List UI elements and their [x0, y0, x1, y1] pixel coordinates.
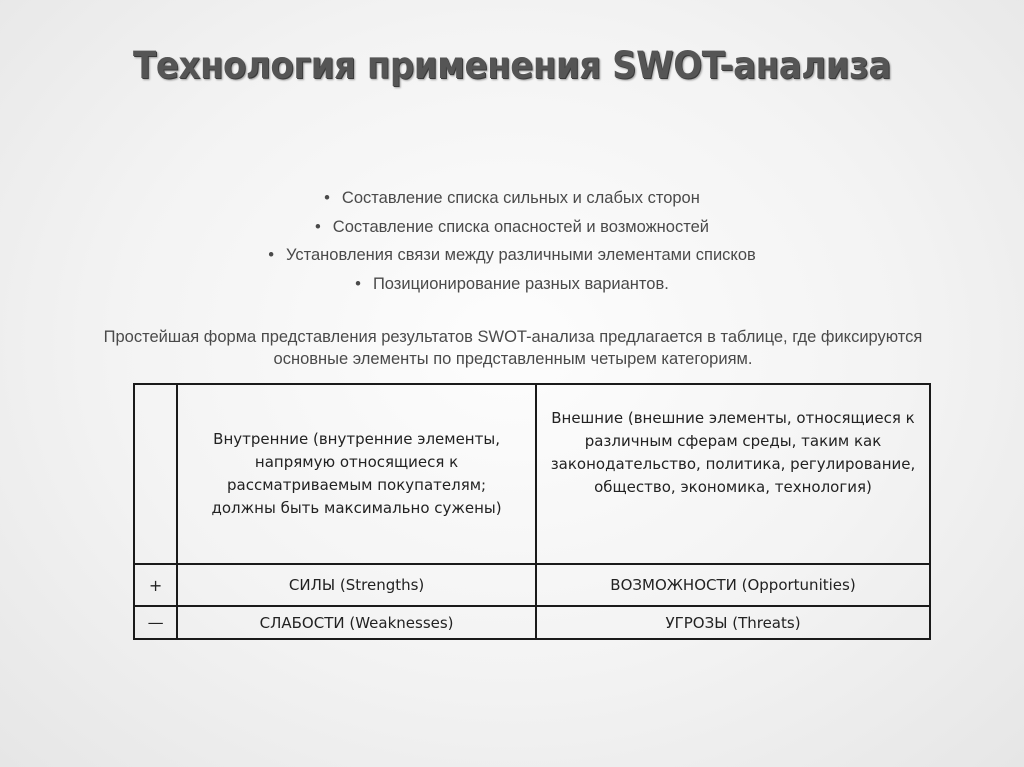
- table-header-row: [134, 384, 930, 564]
- bullet-icon: •: [315, 217, 321, 236]
- steps-list: [0, 184, 1024, 298]
- strengths-cell: СИЛЫ (Strengths): [177, 564, 536, 606]
- slide-title: Технология применения SWOT-анализа: [133, 44, 891, 87]
- list-item: [0, 241, 1024, 270]
- table-row: [134, 606, 930, 639]
- list-item: [0, 270, 1024, 299]
- bullet-icon: •: [268, 246, 274, 264]
- header-sign-cell: [134, 384, 177, 564]
- opportunities-cell: ВОЗМОЖНОСТИ (Opportunities): [536, 564, 930, 606]
- header-internal-text: Внутренние (внутренние элементы, напрямую относящиеся к рассматриваемым покупателям; должны быть максимально сужены): [211, 430, 502, 517]
- list-item-text: Позиционирование разных вариантов.: [372, 274, 669, 293]
- intro-paragraph: Простейшая форма представления результатов SWOT-анализа предлагается в таблице, где фиксируются основные элементы по представленным четырем категориям.: [103, 328, 923, 368]
- header-external-cell: [536, 384, 930, 564]
- swot-table: [133, 383, 931, 640]
- header-external-text: Внешние (внешние элементы, относящиеся к различным сферам среды, таким как законодательство, политика, регулирование, общество, экономика, технология): [550, 409, 916, 496]
- list-item: [0, 184, 1024, 213]
- bullet-icon: •: [355, 274, 361, 293]
- threats-cell: УГРОЗЫ (Threats): [536, 606, 930, 639]
- header-internal-cell: [177, 384, 536, 564]
- bullet-icon: •: [324, 189, 330, 207]
- list-item-text: Установления связи между различными элементами списков: [286, 246, 756, 264]
- list-item-text: Составление списка сильных и слабых сторон: [341, 189, 700, 207]
- weaknesses-cell: СЛАБОСТИ (Weaknesses): [177, 606, 536, 639]
- table-row: [134, 564, 930, 606]
- list-item: [0, 213, 1024, 242]
- plus-sign-cell: +: [134, 564, 177, 606]
- minus-sign-cell: —: [134, 606, 177, 639]
- list-item-text: Составление списка опасностей и возможностей: [332, 217, 709, 236]
